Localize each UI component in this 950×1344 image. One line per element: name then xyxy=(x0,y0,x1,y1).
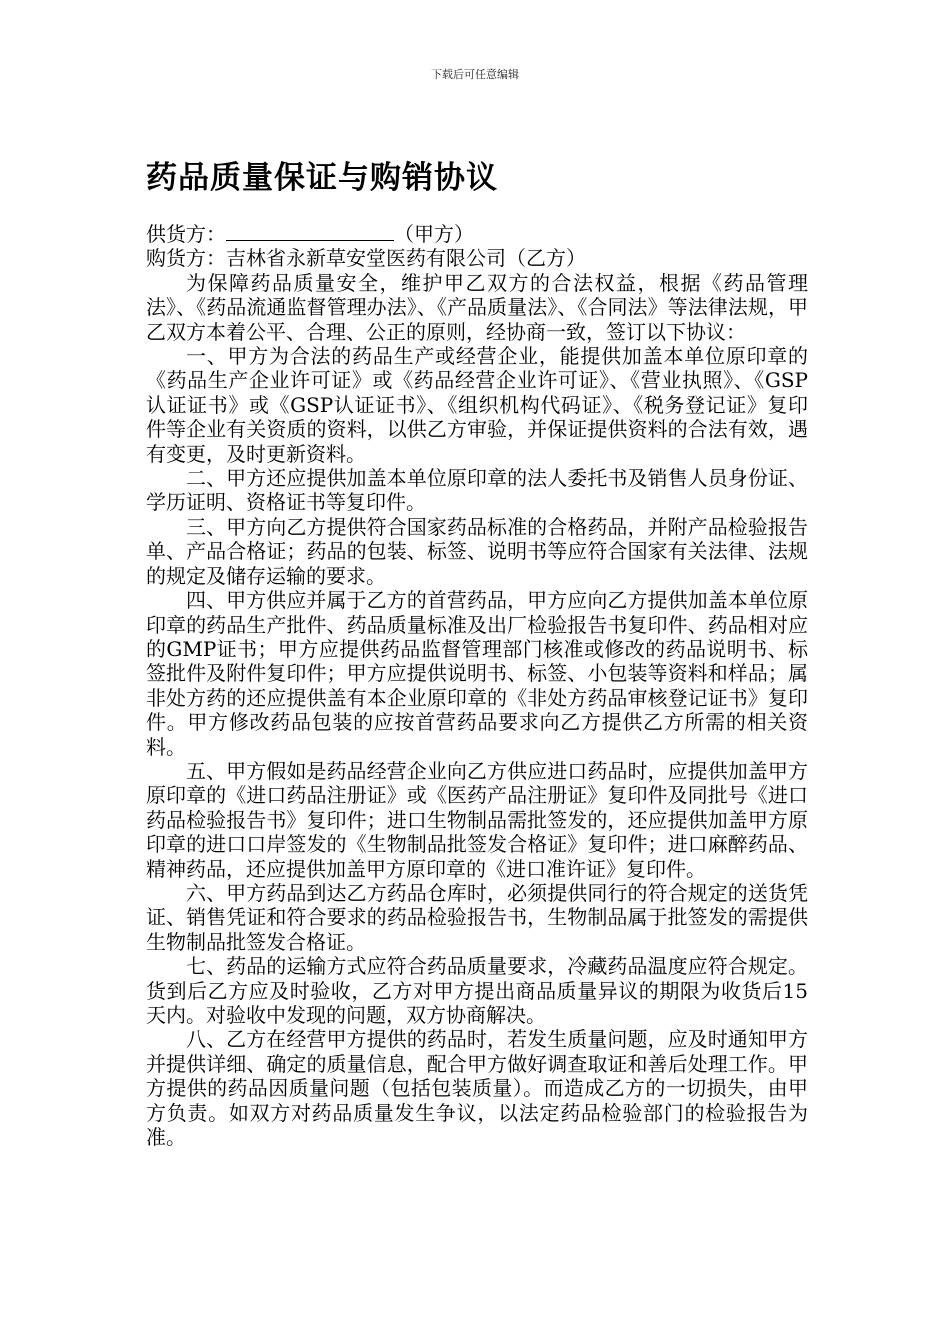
purchaser-name: 吉林省永新草安堂医药有限公司（乙方） xyxy=(226,246,586,271)
supplier-line xyxy=(146,222,808,246)
supplier-label: 供货方： xyxy=(146,222,226,246)
clause-3-paragraph: 三、甲方向乙方提供符合国家药品标准的合格药品，并附产品检验报告单、产品合格证；药品的包装、标签、说明书等应符合国家有关法律、法规的规定及储存运输的要求。 xyxy=(146,514,808,588)
clause-1-paragraph: 一、甲方为合法的药品生产或经营企业，能提供加盖本单位原印章的《药品生产企业许可证》或《药品经营企业许可证》、《营业执照》、《GSP认证证书》或《GSP认证证书》、《组织机构代码证》、《税务登记证》复印件等企业有关资质的资料，以供乙方审验，并保证提供资料的合法有效，遇有变更，及时更新资料。 xyxy=(146,344,808,466)
document-title: 药品质量保证与购销协议 xyxy=(146,160,498,196)
clause-5-paragraph: 五、甲方假如是药品经营企业向乙方供应进口药品时，应提供加盖甲方原印章的《进口药品注册证》或《医药产品注册证》复印件及同批号《进口药品检验报告书》复印件；进口生物制品需批签发的，还应提供加盖甲方原印章的进口口岸签发的《生物制品批签发合格证》复印件；进口麻醉药品、精神药品，还应提供加盖甲方原印章的《进口准许证》复印件。 xyxy=(146,758,808,881)
purchaser-label: 购货方： xyxy=(146,246,226,271)
page-header-note: 下载后可任意编辑 xyxy=(431,68,519,81)
clause-2-paragraph: 二、甲方还应提供加盖本单位原印章的法人委托书及销售人员身份证、学历证明、资格证书等复印件。 xyxy=(146,466,808,515)
clause-8-paragraph: 八、乙方在经营甲方提供的药品时，若发生质量问题，应及时通知甲方并提供详细、确定的质量信息，配合甲方做好调查取证和善后处理工作。甲方提供的药品因质量问题（包括包装质量）。而造成乙方的一切损失，由甲方负责。如双方对药品质量发生争议，以法定药品检验部门的检验报告为准。 xyxy=(146,1027,808,1150)
purchaser-line xyxy=(146,246,808,270)
preamble-paragraph: 为保障药品质量安全，维护甲乙双方的合法权益，根据《药品管理法》、《药品流通监督管理办法》、《产品质量法》、《合同法》等法律法规，甲乙双方本着公平、合理、公正的原则，经协商一致，签订以下协议： xyxy=(146,270,808,344)
clause-4-paragraph: 四、甲方供应并属于乙方的首营药品，甲方应向乙方提供加盖本单位原印章的药品生产批件、药品质量标准及出厂检验报告书复印件、药品相对应的GMP证书；甲方应提供药品监督管理部门核准或修改的药品说明书、标签批件及附件复印件；甲方应提供说明书、标签、小包装等资料和样品；属非处方药的还应提供盖有本企业原印章的《非处方药品审核登记证书》复印件。甲方修改药品包装的应按首营药品要求向乙方提供乙方所需的相关资料。 xyxy=(146,588,808,759)
clause-6-paragraph: 六、甲方药品到达乙方药品仓库时，必须提供同行的符合规定的送货凭证、销售凭证和符合要求的药品检验报告书，生物制品属于批签发的需提供生物制品批签发合格证。 xyxy=(146,880,808,954)
supplier-blank-field xyxy=(226,222,394,241)
clause-7-paragraph: 七、药品的运输方式应符合药品质量要求，冷藏药品温度应符合规定。货到后乙方应及时验收，乙方对甲方提出商品质量异议的期限为收货后15天内。对验收中发现的问题，双方协商解决。 xyxy=(146,954,808,1027)
document-body xyxy=(146,222,808,1149)
supplier-suffix: （甲方） xyxy=(394,222,474,246)
